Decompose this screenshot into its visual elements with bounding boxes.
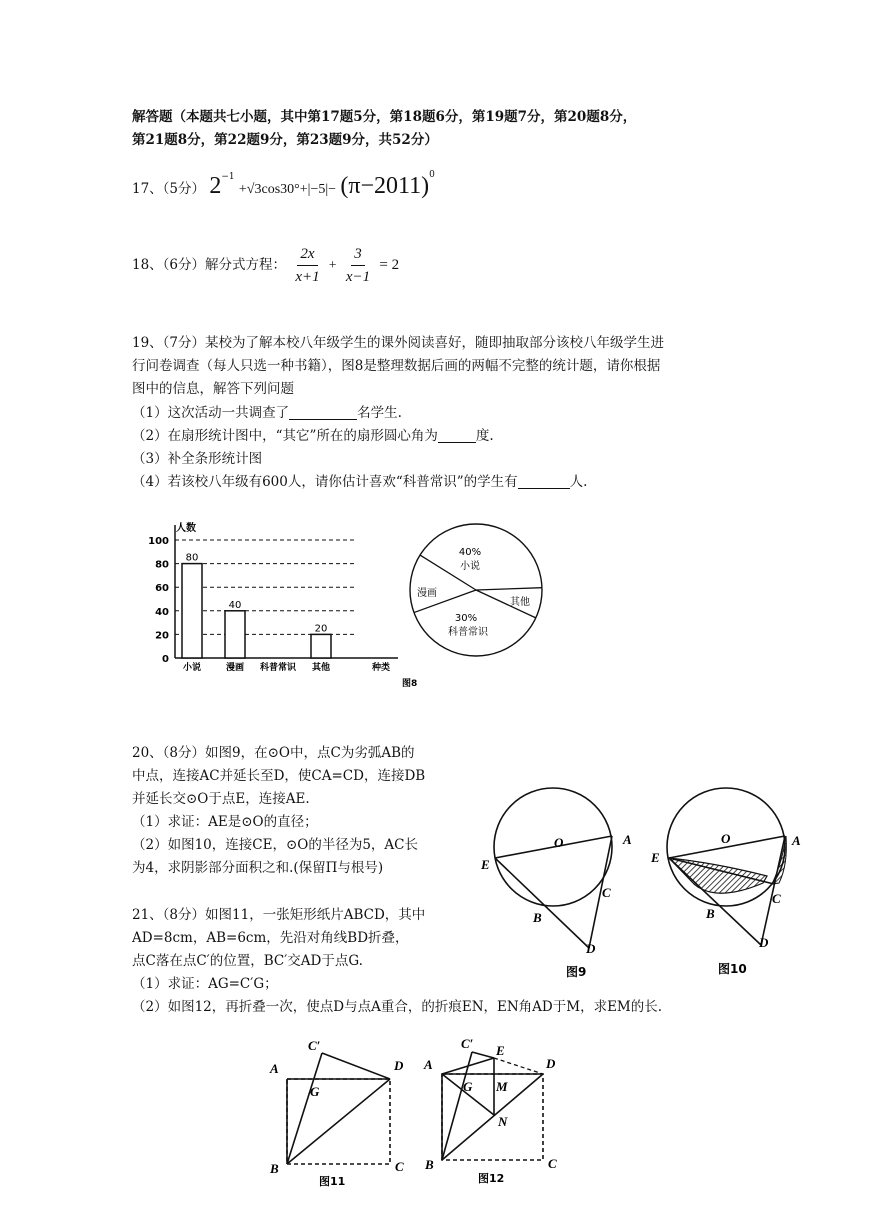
bar-chart (148, 521, 398, 673)
point-a-label: A (270, 1061, 279, 1076)
segment-ed-dashed (494, 1058, 543, 1074)
q20-line3: 并延长交⊙O于点E，连接AE. (132, 791, 310, 807)
q17-paren: (π−2011) (340, 173, 430, 199)
q19-part3: （3）补全条形统计图 (132, 451, 263, 467)
point-d-label: D (586, 941, 596, 956)
q19-part2-suffix: 度. (475, 428, 494, 444)
category-label: 科普常识 (259, 663, 297, 673)
q19-part4 (132, 473, 587, 491)
q19-line3: 图中的信息，解答下列问题 (132, 381, 294, 397)
point-c-label: C (548, 1156, 557, 1171)
q20-line5: （2）如图10，连接CE，⊙O的半径为5，AC长 (132, 837, 418, 853)
q18-plus: + (328, 257, 337, 272)
answer-blank[interactable] (289, 405, 357, 420)
bar-data-label: 40 (228, 599, 242, 611)
figure-12-caption: 图12 (478, 1172, 505, 1185)
question-17 (132, 158, 435, 199)
q19-line1: 19、（7分）某校为了解本校八年级学生的课外阅读喜好，随即抽取部分该校八年级学生进 (132, 335, 665, 351)
segment-ae (442, 1058, 494, 1074)
point-b-label: B (533, 910, 542, 925)
q20-line4: （1）求证：AE是⊙O的直径； (132, 814, 318, 830)
y-tick-label: 0 (162, 654, 169, 665)
point-o-label: O (721, 831, 731, 846)
point-c-label: C (772, 891, 781, 906)
category-label: 小说 (182, 663, 202, 673)
figure-9-caption: 图9 (566, 965, 587, 979)
q19-part2 (132, 427, 494, 445)
q19-part1 (132, 404, 402, 422)
point-a-label: A (424, 1057, 433, 1072)
segment-bc1 (442, 1052, 472, 1160)
q19-line2: 行问卷调查（每人只选一种书籍），图8是整理数据后画的两幅不完整的统计题，请你根据 (132, 358, 661, 374)
q20-line6: 为4，求阴影部分面积之和.(保留Π与根号) (132, 860, 384, 876)
q20-line1: 20、（8分）如图9，在⊙O中，点C为劣弧AB的 (132, 745, 415, 761)
figure-10-caption: 图10 (718, 962, 747, 976)
pie-boundary-novel-other (476, 588, 542, 590)
pie-chart (410, 524, 542, 656)
q18-fraction-1 (292, 243, 322, 288)
point-n-label: N (498, 1114, 508, 1129)
q17-prefix: 17、（5分） (132, 181, 206, 197)
q21-line3: 点C落在点C′的位置，BC′交AD于点G. (132, 953, 363, 969)
q19-part2-text: （2）在扇形统计图中，“其它”所在的扇形圆心角为 (132, 428, 438, 444)
slice-percent-science: 30% (454, 613, 478, 624)
q17-base: 2 (209, 173, 222, 199)
y-tick-label: 60 (155, 583, 169, 595)
question-18 (132, 240, 399, 290)
slice-label-novel: 小说 (460, 561, 480, 572)
y-tick-label: 80 (155, 559, 169, 571)
point-a-label: A (623, 832, 632, 847)
q17-paren-exponent: 0 (429, 170, 435, 180)
q19-part4-text: （4）若该校八年级有600人，请你估计喜欢“科普常识”的学生有 (132, 474, 518, 490)
y-axis-label: 人数 (176, 523, 196, 534)
y-tick-label: 100 (148, 536, 169, 547)
point-b-label: B (706, 906, 715, 921)
q20-line2: 中点，连接AC并延长至D，使CA=CD，连接DB (132, 768, 426, 784)
point-e-label: E (651, 850, 660, 865)
point-o-label: O (554, 835, 564, 850)
point-m-label: M (496, 1079, 508, 1094)
point-b-label: B (270, 1161, 279, 1176)
q18-prefix: 18、（6分）解分式方程： (132, 257, 287, 273)
bar (225, 611, 245, 658)
point-e-label: E (496, 1043, 505, 1058)
point-d-label: D (759, 935, 769, 950)
segment-c1e (472, 1052, 494, 1058)
figures-9-10 (476, 785, 801, 985)
point-a-label: A (792, 833, 801, 848)
segment-bc1 (287, 1053, 322, 1164)
figure-8-caption: 图8 (402, 679, 418, 689)
q21-line4: （1）求证：AG=C′G； (132, 976, 278, 992)
figure-11 (269, 1038, 404, 1188)
point-c-label: C (395, 1159, 404, 1174)
point-g-label: G (463, 1079, 473, 1094)
figure-12 (423, 1036, 557, 1185)
point-d-label: D (394, 1058, 404, 1073)
slice-label-comics: 漫画 (417, 588, 437, 599)
q18-den1: x+1 (295, 269, 320, 285)
category-label: 其他 (311, 663, 331, 673)
slice-label-other: 其他 (510, 597, 530, 608)
q18-den2: x−1 (345, 269, 371, 285)
section-header-line2: 第21题8分，第22题9分，第23题9分，共52分） (132, 132, 438, 148)
x-axis-label: 种类 (372, 663, 391, 673)
figure-8 (140, 515, 580, 695)
figure-11-caption: 图11 (319, 1175, 346, 1188)
point-e-label: E (481, 857, 490, 872)
q17-middle: +√3cos30°+|−5|− (238, 182, 337, 197)
bar-data-label: 20 (314, 623, 328, 635)
slice-label-science: 科普常识 (448, 627, 488, 638)
q21-line5: （2）如图12，再折叠一次，使点D与点A重合，的折痕EN，EN角AD于M，求EM的长. (132, 999, 663, 1015)
bar (311, 634, 331, 658)
y-tick-label: 20 (155, 630, 169, 642)
segment-ed (495, 858, 589, 948)
diagonal-bd (287, 1079, 390, 1164)
segment-c1d (322, 1053, 390, 1079)
q19-part1-text: （1）这次活动一共调查了 (132, 405, 290, 421)
section-header-line1: 解答题（本题共七小题，其中第17题5分，第18题6分，第19题7分，第20题8分， (132, 109, 637, 125)
category-label: 漫画 (225, 663, 245, 673)
slice-percent-novel: 40% (458, 547, 482, 558)
q18-rhs: = 2 (379, 257, 400, 273)
bar-data-label: 80 (185, 552, 199, 564)
point-c1-label: C′ (461, 1036, 474, 1051)
point-c1-label: C′ (308, 1038, 321, 1053)
y-tick-label: 40 (155, 606, 169, 618)
point-g-label: G (310, 1084, 320, 1099)
figure-9 (480, 788, 632, 979)
point-d-label: D (546, 1056, 556, 1071)
q17-exponent: −1 (221, 172, 235, 182)
q18-num1: 2x (297, 243, 317, 266)
point-b-label: B (425, 1157, 434, 1172)
bar (182, 564, 202, 658)
q18-fraction-2 (343, 243, 373, 288)
q18-num2: 3 (351, 243, 365, 266)
q21-line1: 21、（8分）如图11，一张矩形纸片ABCD，其中 (132, 907, 426, 923)
q19-part4-suffix: 人. (569, 474, 588, 490)
q19-part1-suffix: 名学生. (357, 405, 402, 421)
answer-blank[interactable] (438, 428, 476, 443)
point-c-label: C (602, 885, 611, 900)
figure-10 (650, 788, 801, 976)
figures-11-12 (262, 1030, 582, 1195)
answer-blank[interactable] (518, 474, 570, 489)
q21-line2: AD=8cm，AB=6cm，先沿对角线BD折叠， (132, 930, 409, 946)
